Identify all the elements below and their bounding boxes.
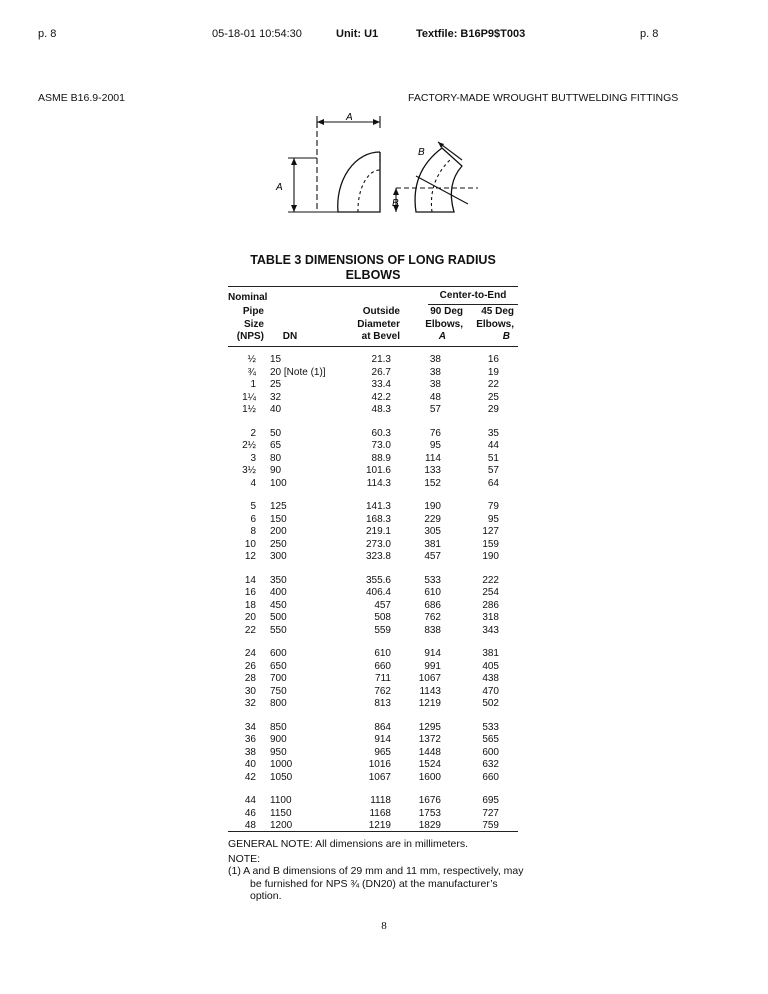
b-cell: 759 [482, 820, 499, 831]
dn-cell: 350 [270, 574, 287, 586]
nps-cell: 6 [250, 513, 256, 525]
table-row [228, 440, 518, 453]
dn-cell: 65 [270, 440, 282, 451]
table-row [228, 392, 518, 405]
b-cell: 22 [487, 379, 499, 390]
header-datetime: 05-18-01 10:54:30 [212, 28, 302, 40]
b-cell: 470 [482, 685, 499, 697]
dn-cell: 550 [270, 624, 287, 636]
table-row [228, 625, 518, 638]
table-row [228, 722, 518, 735]
dn-cell: 600 [270, 648, 287, 659]
dn-cell: 90 [270, 465, 282, 476]
dn-cell: 450 [270, 599, 287, 611]
b-cell: 16 [487, 354, 499, 365]
nps-cell: 34 [244, 721, 256, 733]
nps-cell: 14 [244, 574, 256, 586]
header-page-left: p. 8 [38, 28, 57, 40]
a-cell: 38 [429, 354, 441, 365]
nps-cell: 40 [244, 759, 256, 770]
dn-cell: 125 [270, 501, 287, 512]
dn-cell: 50 [270, 427, 282, 439]
a-cell: 48 [429, 391, 441, 403]
b-cell: 533 [482, 721, 499, 733]
b-cell: 632 [482, 759, 499, 770]
od-cell: 965 [374, 746, 391, 758]
note-1: (1) A and B dimensions of 29 mm and 11 mm, respectively, may be furnished for NPS ¾ (DN20) at the manufacturer’s option. [228, 865, 524, 902]
od-cell: 88.9 [371, 452, 391, 464]
od-cell: 101.6 [365, 465, 391, 476]
dn-cell: 250 [270, 538, 287, 550]
b-cell: 286 [482, 599, 499, 611]
b-cell: 35 [487, 427, 499, 439]
nps-cell: 10 [244, 538, 256, 550]
od-cell: 508 [374, 612, 391, 623]
od-cell: 762 [374, 685, 391, 697]
b-cell: 254 [482, 587, 499, 598]
nps-cell: 1½ [242, 404, 256, 415]
dn-cell: 700 [270, 673, 287, 684]
od-cell: 60.3 [371, 427, 391, 439]
a-cell: 1524 [418, 759, 441, 770]
table-row [228, 734, 518, 747]
table-row [228, 795, 518, 808]
header-90-line1: 90 Deg [430, 306, 463, 317]
table-top-rule [228, 286, 518, 287]
a-cell: 1448 [418, 746, 441, 758]
header-nps-line2: Pipe [242, 306, 264, 317]
nps-cell: 12 [244, 551, 256, 562]
dn-cell: 650 [270, 660, 287, 672]
od-cell: 660 [374, 660, 391, 672]
dn-cell: 80 [270, 452, 282, 464]
od-cell: 864 [374, 721, 391, 733]
b-cell: 19 [487, 366, 499, 378]
od-cell: 1219 [368, 820, 391, 831]
a-cell: 914 [424, 648, 441, 659]
header-nps-line1: Nominal [228, 292, 268, 303]
running-head-left: ASME B16.9-2001 [38, 92, 125, 104]
header-od-line1: Outside [362, 306, 400, 317]
table-title-line2: ELBOWS [345, 268, 401, 282]
dn-cell: 32 [270, 391, 282, 403]
od-cell: 73.0 [371, 440, 391, 451]
b-cell: 127 [482, 526, 499, 537]
nps-cell: 24 [244, 648, 256, 659]
b-cell: 79 [487, 501, 499, 512]
od-cell: 219.1 [365, 526, 391, 537]
nps-cell: 18 [244, 599, 256, 611]
dn-cell: 900 [270, 734, 287, 745]
od-cell: 168.3 [365, 513, 391, 525]
label-b-side: B [392, 198, 399, 209]
dn-cell: 1000 [270, 759, 293, 770]
table-row [228, 648, 518, 661]
b-cell: 57 [487, 465, 499, 476]
od-cell: 355.6 [365, 574, 391, 586]
a-cell: 133 [424, 465, 441, 476]
table-row [228, 478, 518, 491]
b-cell: 660 [482, 771, 499, 783]
a-cell: 1219 [418, 698, 441, 709]
dn-cell: 1100 [270, 795, 292, 806]
a-cell: 533 [424, 574, 441, 586]
table-row [228, 453, 518, 466]
a-cell: 95 [429, 440, 441, 451]
od-cell: 914 [374, 734, 391, 745]
a-cell: 190 [424, 501, 441, 512]
dn-cell: 500 [270, 612, 287, 623]
label-b-top: B [418, 147, 425, 158]
header-od-line3: at Bevel [361, 331, 400, 342]
a-cell: 1067 [418, 673, 441, 684]
dn-cell: 800 [270, 698, 287, 709]
b-cell: 600 [482, 746, 499, 758]
od-cell: 559 [374, 624, 391, 636]
nps-cell: 30 [244, 685, 256, 697]
table-row [228, 673, 518, 686]
header-nps-line3: Size [243, 318, 264, 330]
b-cell: 381 [482, 648, 499, 659]
od-cell: 610 [374, 648, 391, 659]
od-cell: 323.8 [365, 551, 391, 562]
header-90-line2: Elbows, [425, 318, 463, 330]
nps-cell: 1 [250, 379, 256, 390]
nps-cell: 38 [244, 746, 256, 758]
dn-cell: 40 [270, 404, 282, 415]
od-cell: 1016 [368, 759, 391, 770]
b-cell: 438 [482, 673, 499, 684]
nps-cell: 3 [250, 452, 256, 464]
b-cell: 29 [487, 404, 499, 415]
table-row [228, 600, 518, 613]
dn-cell: 20 [Note (1)] [270, 366, 326, 378]
od-cell: 457 [374, 599, 391, 611]
table-row [228, 587, 518, 600]
nps-cell: 5 [250, 501, 256, 512]
header-unit: Unit: U1 [336, 28, 379, 40]
a-cell: 1295 [418, 721, 441, 733]
nps-cell: 3½ [242, 465, 256, 476]
b-cell: 190 [482, 551, 499, 562]
elbow-45-drawing [393, 142, 478, 212]
table-row [228, 501, 518, 514]
od-cell: 406.4 [365, 587, 391, 598]
a-cell: 991 [424, 660, 441, 672]
table-row [228, 539, 518, 552]
nps-cell: 48 [244, 820, 256, 831]
a-cell: 1600 [418, 771, 441, 783]
elbow-figure [268, 108, 492, 228]
od-cell: 42.2 [371, 391, 391, 403]
dn-cell: 200 [270, 526, 287, 537]
table-bottom-rule [228, 831, 518, 832]
b-cell: 695 [482, 795, 499, 806]
a-cell: 686 [424, 599, 441, 611]
a-cell: 381 [424, 538, 441, 550]
header-90-line3: A [438, 331, 446, 342]
nps-cell: 20 [244, 612, 256, 623]
table-row [228, 404, 518, 417]
center-to-end-rule [428, 304, 518, 305]
nps-cell: 8 [250, 526, 256, 537]
table-notes [228, 838, 528, 903]
a-cell: 1829 [418, 820, 441, 831]
b-cell: 318 [482, 612, 499, 623]
table-row [228, 428, 518, 441]
b-cell: 64 [487, 477, 499, 489]
a-cell: 1143 [419, 685, 441, 697]
od-cell: 1118 [370, 795, 391, 806]
table-row [228, 379, 518, 392]
table-row [228, 367, 518, 380]
header-nps-line4: (NPS) [236, 331, 264, 342]
od-cell: 114.3 [366, 477, 391, 489]
label-a-side: A [276, 182, 283, 193]
dn-cell: 1050 [270, 771, 293, 783]
dn-cell: 1200 [270, 820, 293, 831]
nps-cell: 2½ [242, 440, 256, 451]
dn-cell: 25 [270, 379, 282, 390]
header-page-right: p. 8 [640, 28, 659, 40]
a-cell: 838 [424, 624, 441, 636]
od-cell: 26.7 [371, 366, 391, 378]
table-row [228, 526, 518, 539]
a-cell: 1753 [418, 807, 441, 819]
a-cell: 610 [424, 587, 441, 598]
header-center-to-end: Center-to-End [439, 290, 507, 301]
nps-cell: 1¼ [242, 391, 256, 403]
b-cell: 502 [482, 698, 499, 709]
dn-cell: 1150 [270, 807, 292, 819]
a-cell: 457 [424, 551, 441, 562]
dn-cell: 100 [270, 477, 287, 489]
header-45-line3: B [502, 331, 510, 342]
table-row [228, 551, 518, 564]
dn-cell: 15 [270, 354, 282, 365]
a-cell: 152 [424, 477, 441, 489]
a-cell: 229 [424, 513, 441, 525]
nps-cell: ¾ [247, 366, 256, 378]
nps-cell: 4 [250, 477, 256, 489]
a-cell: 76 [429, 427, 441, 439]
header-dn: DN [282, 331, 298, 342]
notes-heading: NOTE: [228, 852, 261, 865]
table-row [228, 575, 518, 588]
nps-cell: 44 [244, 795, 256, 806]
od-cell: 48.3 [371, 404, 391, 415]
b-cell: 727 [482, 807, 499, 819]
b-cell: 565 [482, 734, 499, 745]
b-cell: 222 [482, 574, 499, 586]
table-row [228, 686, 518, 699]
a-cell: 762 [424, 612, 441, 623]
general-note: GENERAL NOTE: All dimensions are in millimeters. [228, 838, 469, 850]
dn-cell: 150 [270, 513, 287, 525]
page-number: 8 [381, 920, 387, 932]
dn-cell: 300 [270, 551, 287, 562]
elbow-90-drawing [288, 116, 380, 212]
running-head-right: FACTORY-MADE WROUGHT BUTTWELDING FITTINGS [408, 92, 679, 104]
nps-cell: 28 [244, 673, 256, 684]
od-cell: 1168 [369, 807, 391, 819]
table-row [228, 514, 518, 527]
od-cell: 1067 [368, 771, 391, 783]
header-45-line1: 45 Deg [481, 306, 514, 317]
nps-cell: 26 [244, 660, 256, 672]
table-row [228, 661, 518, 674]
b-cell: 343 [482, 624, 499, 636]
table-row [228, 612, 518, 625]
od-cell: 273.0 [365, 538, 391, 550]
header-od-line2: Diameter [357, 318, 400, 330]
a-cell: 38 [429, 366, 441, 378]
table-row [228, 747, 518, 760]
b-cell: 51 [487, 452, 499, 464]
a-cell: 38 [429, 379, 441, 390]
b-cell: 405 [482, 660, 499, 672]
b-cell: 159 [482, 538, 499, 550]
header-bottom-rule [228, 346, 518, 347]
header-45-line2: Elbows, [476, 318, 514, 330]
table-row [228, 465, 518, 478]
a-cell: 1372 [418, 734, 441, 745]
a-cell: 1676 [418, 795, 441, 806]
table-row [228, 772, 518, 785]
b-cell: 44 [487, 440, 499, 451]
nps-cell: ½ [247, 354, 256, 365]
a-cell: 57 [429, 404, 441, 415]
od-cell: 141.3 [365, 501, 391, 512]
a-cell: 114 [425, 452, 441, 464]
od-cell: 33.4 [371, 379, 391, 390]
dn-cell: 950 [270, 746, 287, 758]
table-row [228, 354, 518, 367]
table-title-line1: TABLE 3 DIMENSIONS OF LONG RADIUS [250, 253, 496, 267]
table-row [228, 759, 518, 772]
label-a-top: A [346, 112, 353, 123]
b-cell: 95 [487, 513, 499, 525]
nps-cell: 36 [244, 734, 256, 745]
b-cell: 25 [487, 391, 499, 403]
od-cell: 813 [374, 698, 391, 709]
od-cell: 711 [375, 673, 391, 684]
dn-cell: 850 [270, 721, 287, 733]
nps-cell: 16 [244, 587, 256, 598]
nps-cell: 46 [244, 807, 256, 819]
nps-cell: 42 [244, 771, 256, 783]
table-row [228, 808, 518, 821]
table-row [228, 698, 518, 711]
dn-cell: 750 [270, 685, 287, 697]
od-cell: 21.3 [371, 354, 391, 365]
a-cell: 305 [424, 526, 441, 537]
nps-cell: 2 [250, 427, 256, 439]
header-textfile: Textfile: B16P9$T003 [416, 28, 526, 40]
dn-cell: 400 [270, 587, 287, 598]
nps-cell: 32 [244, 698, 256, 709]
nps-cell: 22 [244, 624, 256, 636]
